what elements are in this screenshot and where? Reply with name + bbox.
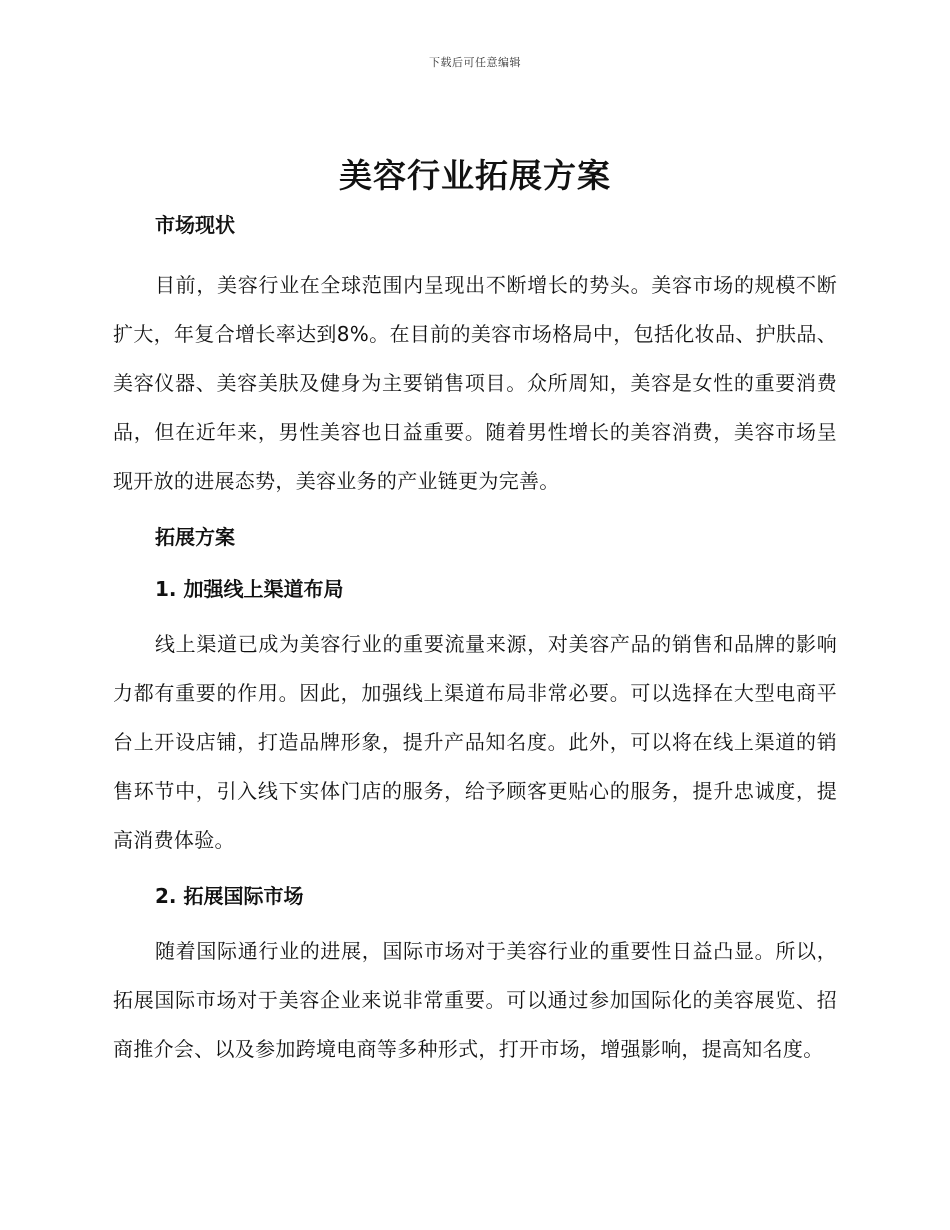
- paragraph-international: 随着国际通行业的进展，国际市场对于美容行业的重要性日益凸显。所以，拓展国际市场对于美容企业来说非常重要。可以通过参加国际化的美容展览、招商推介会、以及参加跨境电商等多种形式，打开市场，增强影响，提高知名度。: [113, 939, 837, 1061]
- subheading-online: 1. 加强线上渠道布局: [155, 577, 344, 601]
- section-heading-market: 市场现状: [155, 213, 235, 237]
- document-body: [113, 200, 837, 1074]
- paragraph-online: 线上渠道已成为美容行业的重要流量来源，对美容产品的销售和品牌的影响力都有重要的作用。因此，加强线上渠道布局非常必要。可以选择在大型电商平台上开设店铺，打造品牌形象，提升产品知名度。此外，可以将在线上渠道的销售环节中，引入线下实体门店的服务，给予顾客更贴心的服务，提升忠诚度，提高消费体验。: [113, 632, 837, 852]
- section-heading-plan: 拓展方案: [155, 525, 235, 549]
- paragraph-market: 目前，美容行业在全球范围内呈现出不断增长的势头。美容市场的规模不断扩大，年复合增长率达到8%。在目前的美容市场格局中，包括化妆品、护肤品、美容仪器、美容美肤及健身为主要销售项目。众所周知，美容是女性的重要消费品，但在近年来，男性美容也日益重要。随着男性增长的美容消费，美容市场呈现开放的进展态势，美容业务的产业链更为完善。: [113, 273, 837, 493]
- header-note: 下载后可任意编辑: [429, 56, 521, 69]
- subheading-international: 2. 拓展国际市场: [155, 884, 304, 908]
- document-title: 美容行业拓展方案: [339, 156, 611, 195]
